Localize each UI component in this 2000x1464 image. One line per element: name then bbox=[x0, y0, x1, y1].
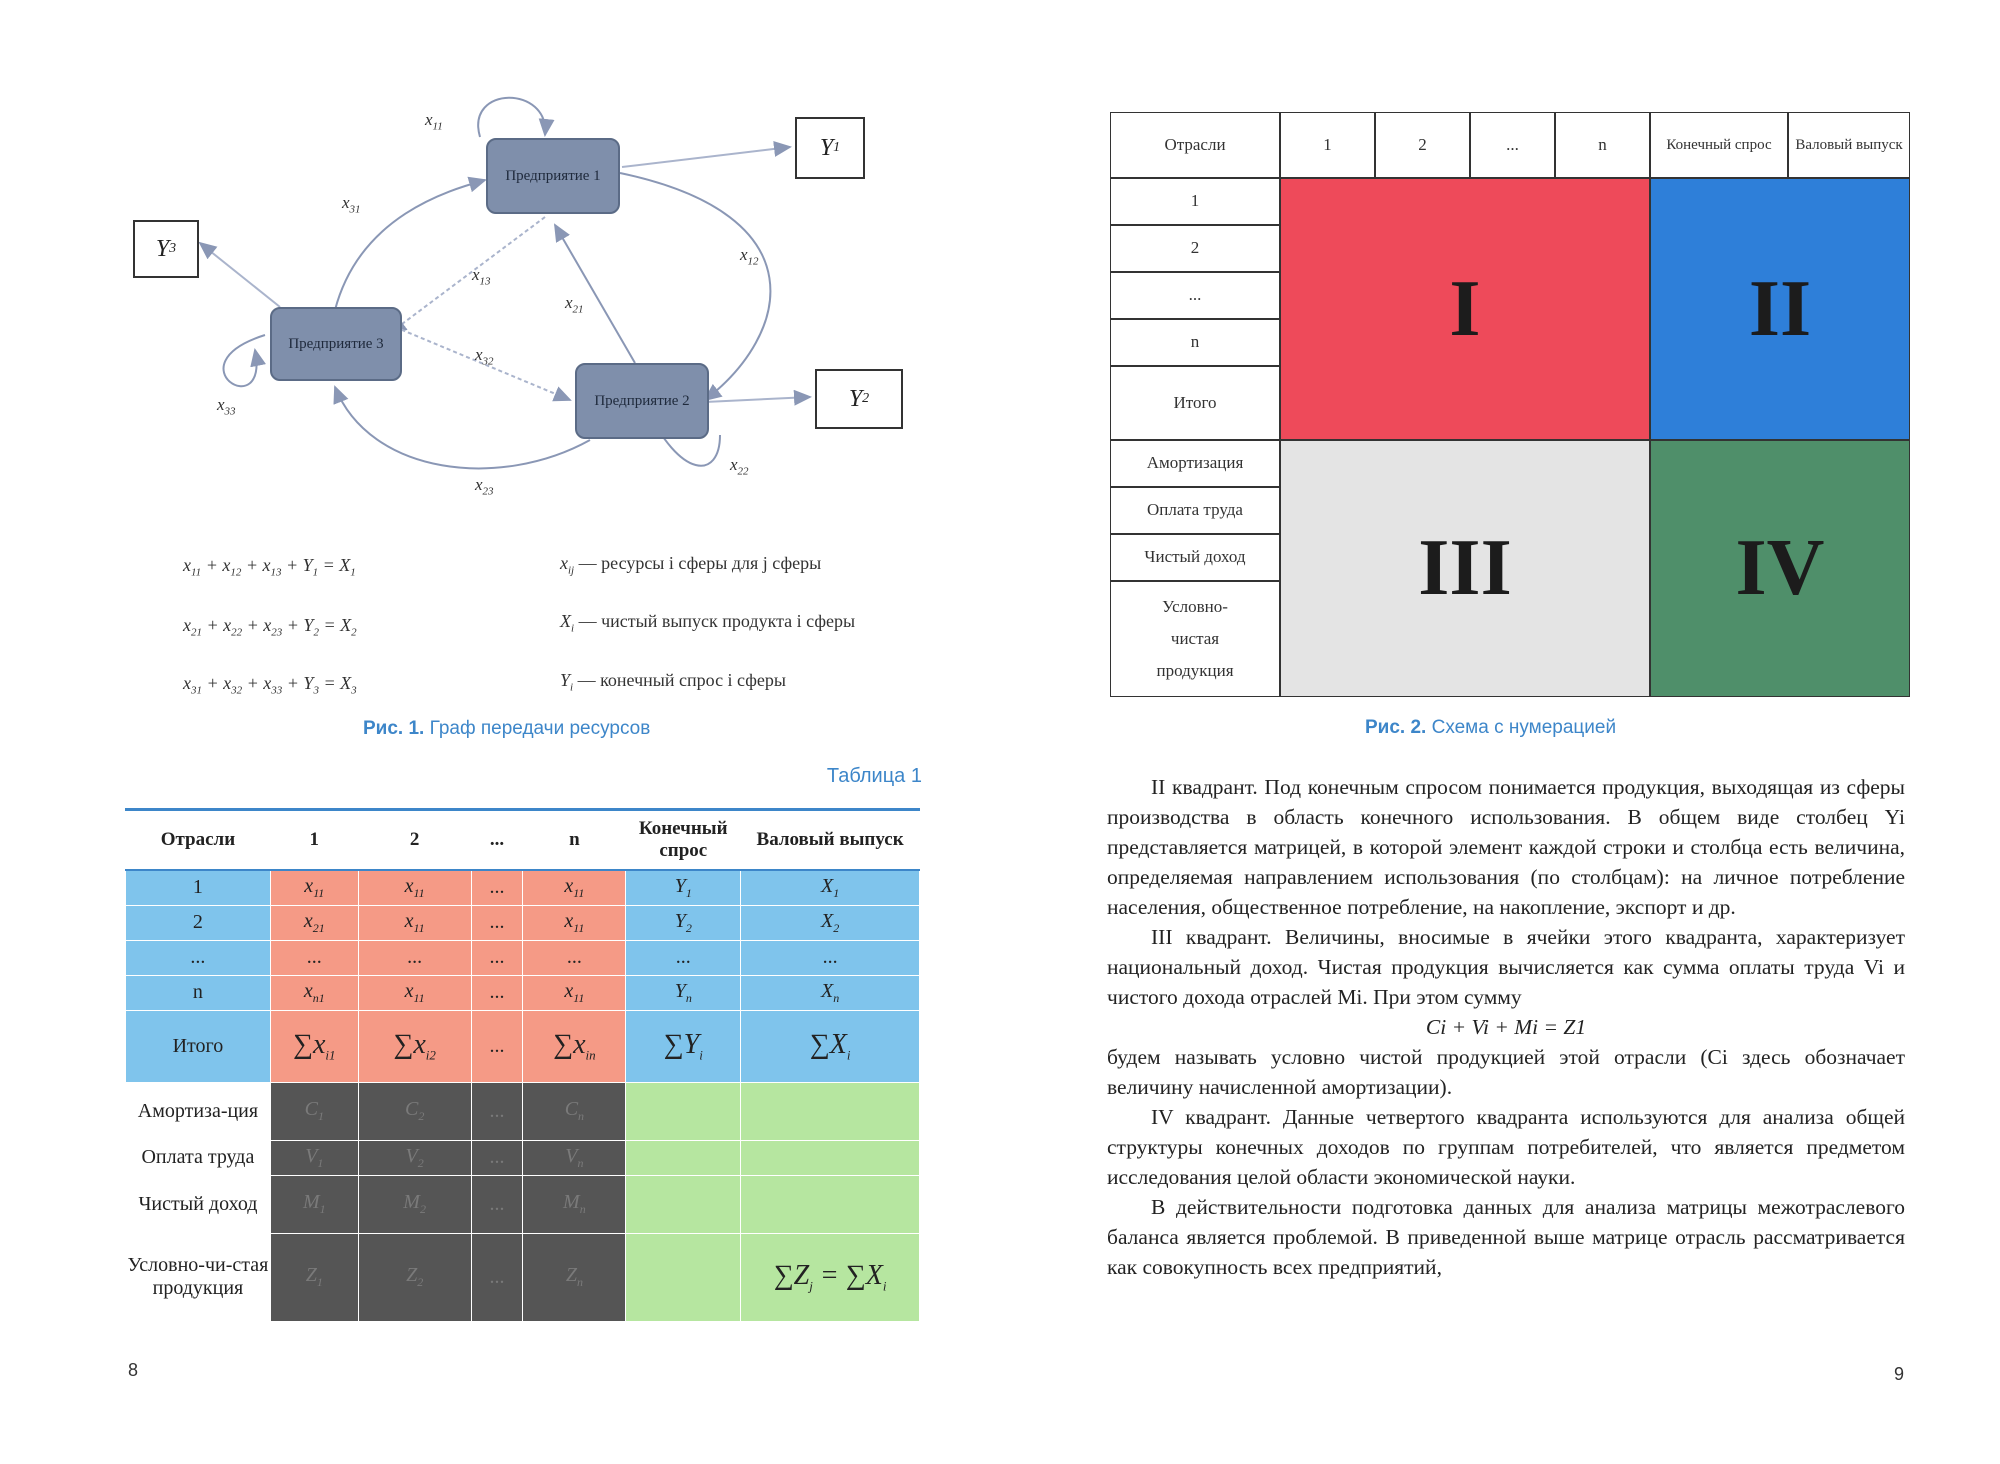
table-cell: ... bbox=[741, 940, 920, 975]
paragraph: будем называть условно чистой продукцией этой отрасли (Ci здесь обозначает величину начисленной амортизации). bbox=[1107, 1045, 1905, 1099]
table-cell bbox=[741, 1082, 920, 1140]
edge-label-x32: $x_{32}$ bbox=[475, 345, 494, 368]
table1 bbox=[125, 808, 920, 1322]
table-cell: $x_{11}$ bbox=[358, 905, 471, 940]
table-row bbox=[126, 940, 920, 975]
paragraph: IV квадрант. Данные четвертого квадранта используются для анализа общей структуры конечных доходов по группам потребителей, что является предметом исследования целой области экономической науки. bbox=[1107, 1105, 1905, 1189]
row-label: 1 bbox=[126, 870, 271, 905]
scheme-row-label: Оплата труда bbox=[1110, 487, 1280, 534]
table1-header-cell: Конечный спрос bbox=[626, 810, 741, 871]
scheme-header-cell: n bbox=[1555, 112, 1650, 178]
table-cell: $C_1$ bbox=[270, 1082, 358, 1140]
scheme-header-cell: 1 bbox=[1280, 112, 1375, 178]
table-cell bbox=[626, 1233, 741, 1321]
table1-title: Таблица 1 bbox=[826, 765, 922, 787]
table-cell: ... bbox=[523, 940, 626, 975]
table-cell: $M_n$ bbox=[523, 1175, 626, 1233]
table-cell: $x_{21}$ bbox=[270, 905, 358, 940]
paragraph: III квадрант. Величины, вносимые в ячейки этого квадранта, характеризует национальный доход. Чистая продукция вычисляется как сумма оплаты труда Vi и чистого дохода отраслей Mi. При этом сумму bbox=[1107, 925, 1905, 1009]
table-cell: $\sum x_{i2}$ bbox=[358, 1010, 471, 1082]
table-row bbox=[126, 1175, 920, 1233]
table-cell: ... bbox=[358, 940, 471, 975]
table-cell: $Z_n$ bbox=[523, 1233, 626, 1321]
table-cell: $x_{11}$ bbox=[270, 870, 358, 905]
scheme-header-cell: Валовый выпуск bbox=[1788, 112, 1910, 178]
table-row bbox=[126, 1082, 920, 1140]
table-cell: $\sum x_{in}$ bbox=[523, 1010, 626, 1082]
legend-xij: $x_{ij}$ — ресурсы i сферы для j сферы bbox=[560, 553, 822, 577]
scheme-row-label: n bbox=[1110, 319, 1280, 366]
table-row bbox=[126, 870, 920, 905]
table1-header-cell: n bbox=[523, 810, 626, 871]
row-label: Оплата труда bbox=[126, 1140, 271, 1175]
page-number: 9 bbox=[1894, 1364, 1905, 1384]
table-cell: $\sum Y_i$ bbox=[626, 1010, 741, 1082]
table-cell: $Y_2$ bbox=[626, 905, 741, 940]
scheme-header-cell: Конечный спрос bbox=[1650, 112, 1788, 178]
scheme-header-cell: 2 bbox=[1375, 112, 1470, 178]
table-cell: $M_1$ bbox=[270, 1175, 358, 1233]
table-cell: ... bbox=[626, 940, 741, 975]
table-cell: $M_2$ bbox=[358, 1175, 471, 1233]
table-row bbox=[126, 905, 920, 940]
table-cell: $\sum x_{i1}$ bbox=[270, 1010, 358, 1082]
row-label: Итого bbox=[126, 1010, 271, 1082]
body-text bbox=[1107, 772, 1905, 1282]
table-cell: ... bbox=[471, 905, 523, 940]
table-cell: $x_{11}$ bbox=[358, 870, 471, 905]
table-cell: ... bbox=[471, 1233, 523, 1321]
table1-header-cell: ... bbox=[471, 810, 523, 871]
table-cell bbox=[626, 1175, 741, 1233]
scheme-row-label: 1 bbox=[1110, 178, 1280, 225]
row-label: 2 bbox=[126, 905, 271, 940]
scheme-row-label: ... bbox=[1110, 272, 1280, 319]
quadrant-3: III bbox=[1280, 440, 1650, 697]
legend-xi: $X_i$ — чистый выпуск продукта i сферы bbox=[560, 611, 856, 635]
table-cell: ... bbox=[471, 1140, 523, 1175]
quadrant-1: I bbox=[1280, 178, 1650, 440]
table-cell: $X_2$ bbox=[741, 905, 920, 940]
node-enterprise-2: Предприятие 2 bbox=[575, 363, 709, 439]
table-cell: ... bbox=[471, 940, 523, 975]
table-cell: $V_1$ bbox=[270, 1140, 358, 1175]
legend-yi: $Y_i$ — конечный спрос i сферы bbox=[560, 670, 787, 694]
table-cell bbox=[741, 1140, 920, 1175]
edge-label-x33: $x_{33}$ bbox=[217, 395, 236, 418]
row-label: Чистый доход bbox=[126, 1175, 271, 1233]
output-y3: Y 3 bbox=[133, 220, 199, 278]
table-cell bbox=[626, 1082, 741, 1140]
table-cell: $x_{n1}$ bbox=[270, 975, 358, 1010]
edge-label-x22: $x_{22}$ bbox=[730, 455, 749, 478]
table-cell: $Z_2$ bbox=[358, 1233, 471, 1321]
edge-label-x13: $x_{13}$ bbox=[472, 265, 491, 288]
table-row-total bbox=[126, 1010, 920, 1082]
scheme-header-cell: ... bbox=[1470, 112, 1555, 178]
table-cell: $C_n$ bbox=[523, 1082, 626, 1140]
table-cell: ... bbox=[471, 870, 523, 905]
table-cell bbox=[626, 1140, 741, 1175]
edge-label-x12: $x_{12}$ bbox=[740, 245, 759, 268]
figure1-caption: Рис. 1. Граф передачи ресурсов bbox=[363, 718, 651, 739]
formula: Ci + Vi + Mi = Z1 bbox=[1425, 1015, 1587, 1039]
equation-3: $x_{31} + x_{32} + x_{33} + Y_3 = X_3$ bbox=[183, 673, 357, 697]
edge-label-x11: $x_{11}$ bbox=[425, 110, 443, 133]
table-cell: ... bbox=[471, 975, 523, 1010]
quadrant-4: IV bbox=[1650, 440, 1910, 697]
paragraph: В действительности подготовка данных для анализа матрицы межотраслевого баланса является проблемой. В приведенной выше матрице отрасль рассматривается как совокупность всех предприятий, bbox=[1107, 1195, 1905, 1279]
table-row bbox=[126, 1233, 920, 1321]
row-label: n bbox=[126, 975, 271, 1010]
scheme-row-label: Чистый доход bbox=[1110, 534, 1280, 581]
table-row bbox=[126, 975, 920, 1010]
row-label: Амортиза-ция bbox=[126, 1082, 271, 1140]
table-cell: ... bbox=[471, 1010, 523, 1082]
scheme-row-label: Условно-чистая продукция bbox=[1110, 581, 1280, 697]
table-cell: $Y_n$ bbox=[626, 975, 741, 1010]
table-cell: $X_1$ bbox=[741, 870, 920, 905]
table1-header-cell: Валовый выпуск bbox=[741, 810, 920, 871]
table-cell: $x_{11}$ bbox=[358, 975, 471, 1010]
table-cell: $V_2$ bbox=[358, 1140, 471, 1175]
quadrant-2: II bbox=[1650, 178, 1910, 440]
output-y2: Y 2 bbox=[815, 369, 903, 429]
table-cell: $V_n$ bbox=[523, 1140, 626, 1175]
table1-header-cell: 1 bbox=[270, 810, 358, 871]
table-cell: $x_{11}$ bbox=[523, 905, 626, 940]
table-row bbox=[126, 1140, 920, 1175]
equation-2: $x_{21} + x_{22} + x_{23} + Y_2 = X_2$ bbox=[183, 615, 357, 639]
table-cell: ... bbox=[471, 1082, 523, 1140]
edge-label-x31: $x_{31}$ bbox=[342, 193, 361, 216]
edge-label-x23: $x_{23}$ bbox=[475, 475, 494, 498]
scheme-header-cell: Отрасли bbox=[1110, 112, 1280, 178]
table-cell: $x_{11}$ bbox=[523, 870, 626, 905]
table-cell: $X_n$ bbox=[741, 975, 920, 1010]
row-label: Условно-чи-стая продукция bbox=[126, 1233, 271, 1321]
scheme-figure bbox=[1110, 112, 1910, 697]
row-label: ... bbox=[126, 940, 271, 975]
table-cell bbox=[741, 1175, 920, 1233]
table-cell: ... bbox=[270, 940, 358, 975]
table1-header-cell: 2 bbox=[358, 810, 471, 871]
equation-1: $x_{11} + x_{12} + x_{13} + Y_1 = X_1$ bbox=[183, 555, 356, 579]
scheme-row-label: Итого bbox=[1110, 366, 1280, 440]
resource-graph bbox=[120, 95, 940, 515]
page-number: 8 bbox=[128, 1360, 139, 1380]
figure2-caption: Рис. 2. Схема с нумерацией bbox=[1365, 717, 1617, 738]
table-cell: ... bbox=[471, 1175, 523, 1233]
table-cell-final-formula: $\sum Z_j = \sum X_i$ bbox=[741, 1233, 920, 1321]
scheme-row-label: 2 bbox=[1110, 225, 1280, 272]
edge-label-x21: $x_{21}$ bbox=[565, 293, 584, 316]
table1-header-row bbox=[126, 810, 920, 871]
table-cell: $\sum X_i$ bbox=[741, 1010, 920, 1082]
table-cell: $C_2$ bbox=[358, 1082, 471, 1140]
paragraph: II квадрант. Под конечным спросом понимается продукция, выходящая из сферы производства в область конечного использования. В общем виде столбец Yi представляется матрицей, в которой элемент каждой строки и столбца есть величина, определяемая направлением использования (по столбцам): на личное потребление населения, общественное потребление, на накопление, экспорт и др. bbox=[1107, 775, 1905, 919]
right-page bbox=[1000, 0, 2000, 1464]
scheme-row-label: Амортизация bbox=[1110, 440, 1280, 487]
table1-header-cell: Отрасли bbox=[126, 810, 271, 871]
node-enterprise-3: Предприятие 3 bbox=[270, 307, 402, 381]
output-y1: Y 1 bbox=[795, 117, 865, 179]
table-cell: $x_{11}$ bbox=[523, 975, 626, 1010]
node-enterprise-1: Предприятие 1 bbox=[486, 138, 620, 214]
table-cell: $Y_1$ bbox=[626, 870, 741, 905]
table-cell: $Z_1$ bbox=[270, 1233, 358, 1321]
